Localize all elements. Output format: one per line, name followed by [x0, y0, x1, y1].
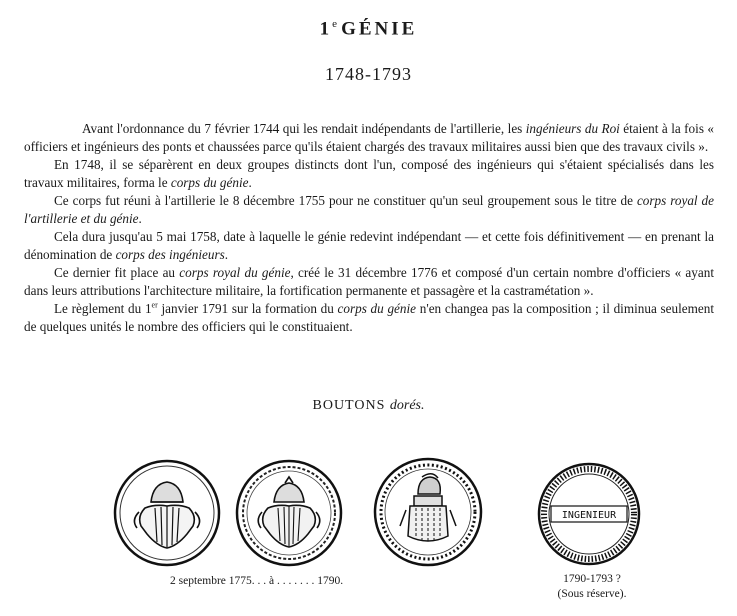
italic-term: corps royal de l'artillerie et du génie [24, 193, 714, 226]
text-run: . [224, 247, 229, 262]
paragraph [24, 228, 714, 264]
text-run: n'en changea pas la composition ; il diminua seulement de quelques unités le nombre des officiers qui le constituaient. [24, 301, 714, 334]
text-run: En 1748, il se séparèrent en deux groupes distincts dont l'un, composé des ingénieurs qui s'étaient spécialisés dans les travaux militaires, forma le [24, 157, 714, 190]
button-ingenieur-text: INGENIEUR [561, 510, 617, 521]
buttons-heading-label: BOUTONS [312, 398, 386, 413]
heading-title: GÉNIE [341, 18, 418, 40]
heading-ordinal: e [332, 18, 338, 30]
text-run: . [138, 211, 142, 226]
italic-term: ingénieurs du Roi [525, 121, 620, 136]
buttons-heading [0, 398, 737, 414]
text-run: , créé le 31 décembre 1776 et composé d'un certain nombre d'officiers « ayant dans leurs attributions l'architecture militaire, la fortification permanente et passagère et la castramétation ». [24, 265, 714, 298]
caption-right [540, 572, 644, 602]
paragraph [24, 300, 714, 336]
button-ingenieur [537, 462, 641, 566]
button-helmet-cuirass-plain [112, 458, 222, 568]
text-run: . [248, 175, 252, 190]
paragraph [24, 156, 714, 192]
italic-term: corps des ingénieurs [115, 247, 225, 262]
text-run: étaient à la fois « officiers et ingénieurs des ponts et chaussées parce qu'ils étaient chargés des travaux militaires aussi bien que des travaux civils ». [24, 121, 714, 154]
paragraph [24, 264, 714, 300]
paragraph [24, 192, 714, 228]
caption-right-dates: 1790-1793 ? [563, 573, 621, 585]
text-run: janvier 1791 sur la formation du [157, 301, 338, 316]
paragraph [24, 120, 714, 156]
caption-right-note: (Sous réserve). [557, 588, 627, 600]
history-text [24, 120, 714, 336]
section-heading [0, 18, 737, 40]
button-helmet-cuirass-beaded [372, 456, 484, 568]
italic-term: corps royal du génie [179, 265, 291, 280]
text-run: Ce corps fut réuni à l'artillerie le 8 décembre 1755 pour ne constituer qu'un seul groupement sous le titre de [54, 193, 637, 208]
text-run: Avant l'ordonnance du 7 février 1744 qui les rendait indépendants de l'artillerie, les [82, 121, 526, 136]
buttons-heading-italic: dorés. [389, 398, 425, 413]
text-run: Ce dernier fit place au [54, 265, 180, 280]
italic-term: corps du génie [170, 175, 249, 190]
button-helmet-cuirass-rope-border [234, 458, 344, 568]
text-run: er [151, 300, 158, 310]
text-run: Le règlement du 1 [54, 301, 152, 316]
text-run: Cela dura jusqu'au 5 mai 1758, date à laquelle le génie redevint indépendant — et cette fois définitivement — en prenant la dénomination de [24, 229, 714, 262]
italic-term: corps du génie [337, 301, 417, 316]
caption-left: 2 septembre 1775. . . à . . . . . . . 1790. [170, 575, 344, 587]
period-dates: 1748-1793 [325, 64, 412, 84]
heading-number: 1 [319, 18, 333, 40]
